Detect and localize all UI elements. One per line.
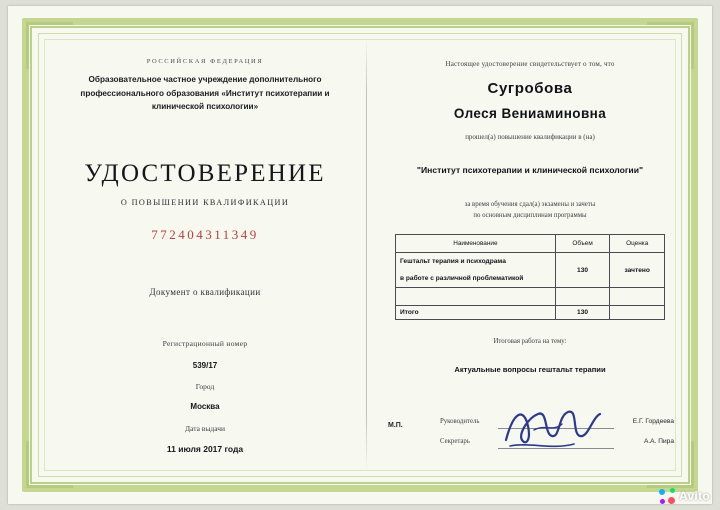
registration-number-value: 539/17 <box>192 360 218 370</box>
city-label: Город <box>195 381 215 391</box>
avito-watermark <box>659 488 710 504</box>
total-volume: 130 <box>555 306 610 320</box>
page-fold-line <box>366 39 367 471</box>
issue-date-value: 11 июля 2017 года <box>166 443 244 454</box>
table-row <box>396 253 665 271</box>
signature-block <box>380 404 680 466</box>
certificate-subtitle: О ПОВЫШЕНИИ КВАЛИФИКАЦИИ <box>120 197 290 207</box>
column-header-volume: Объем <box>555 235 610 253</box>
blank-cell-grade <box>610 288 665 306</box>
final-work-label: Итоговая работа на тему: <box>493 338 567 346</box>
holder-given-name: Олеся Вениаминовна <box>453 106 607 121</box>
signature-line-1 <box>498 428 614 429</box>
column-header-name: Наименование <box>396 235 556 253</box>
signatory-role-2: Секретарь <box>440 438 470 446</box>
exam-note-line-2: по основным дисциплинам программы <box>473 212 587 220</box>
exam-note <box>380 200 680 222</box>
table-header-row <box>396 235 665 253</box>
subject-line-1: Гештальт терапия и психодрама <box>396 253 556 271</box>
issue-date-label: Дата выдачи <box>184 423 226 433</box>
registration-number-label: Регистрационный номер <box>162 338 248 348</box>
total-grade <box>610 306 665 320</box>
signatory-role-1: Руководитель <box>440 418 480 426</box>
table-total-row <box>396 306 665 320</box>
document-kind: Документ о квалификации <box>149 286 261 297</box>
blank-cell-name <box>396 288 556 306</box>
attestation-text: Настоящее удостоверение свидетельствует о том, что <box>445 60 615 68</box>
stamp-place-label: М.П. <box>388 422 403 430</box>
qualification-label: прошел(а) повышение квалификации в (на) <box>465 133 595 141</box>
program-name: "Институт психотерапии и клинической психологии" <box>416 165 644 175</box>
subject-grade: зачтено <box>610 253 665 288</box>
signatory-name-1: Е.Г. Гордеева <box>632 418 674 426</box>
certificate-left-page <box>52 46 358 464</box>
column-header-grade: Оценка <box>610 235 665 253</box>
exam-note-line-1: за время обучения сдал(а) экзамены и зачеты <box>464 201 596 209</box>
table-row-blank <box>396 288 665 306</box>
subject-volume: 130 <box>555 253 610 288</box>
certificate-document <box>8 6 712 504</box>
final-work-title: Актуальные вопросы гештальт терапии <box>454 365 606 375</box>
avito-wordmark: Avito <box>678 489 710 503</box>
signatory-name-2: А.А. Пира <box>643 438 674 446</box>
serial-number: 772404311349 <box>151 226 259 242</box>
city-value: Москва <box>190 401 220 411</box>
total-label: Итого <box>396 306 556 320</box>
avito-logo-icon <box>659 488 675 504</box>
certificate-right-page <box>380 46 680 464</box>
disciplines-table <box>395 234 665 320</box>
federation-label: РОССИЙСКАЯ ФЕДЕРАЦИЯ <box>146 58 264 65</box>
organization-name: Образовательное частное учреждение дополнительного профессионального образования «Институт психотерапии и клинической психологии» <box>80 75 330 112</box>
blank-cell-volume <box>555 288 610 306</box>
holder-surname: Сугробова <box>487 80 573 97</box>
subject-line-2: в работе с различной проблематикой <box>396 270 556 288</box>
signature-line-2 <box>498 448 614 449</box>
certificate-title: УДОСТОВЕРЕНИЕ <box>84 159 326 187</box>
